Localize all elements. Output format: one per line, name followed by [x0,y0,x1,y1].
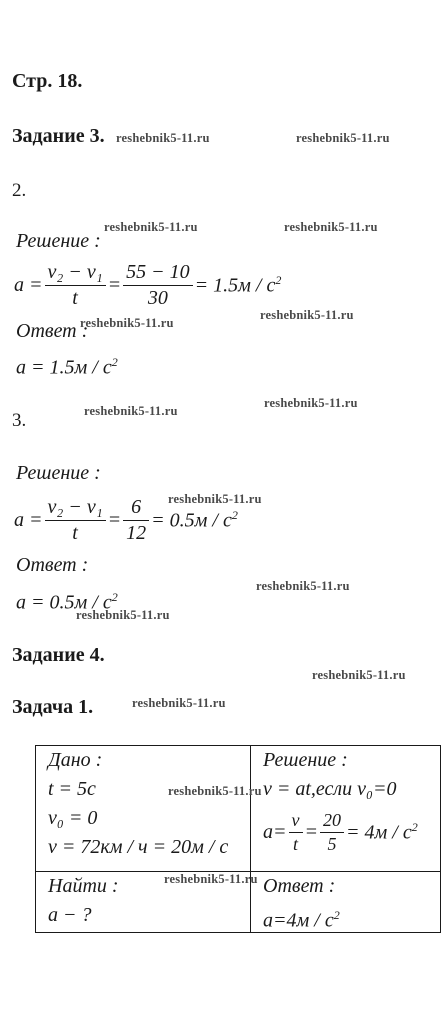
answer-text: a = 0.5м / с [16,591,112,614]
fraction-numerator: 20 [320,810,344,833]
formula-lhs: a = [14,273,43,296]
find-label: Найти : [48,875,119,897]
watermark: reshebnik5-11.ru [296,131,390,145]
fraction-denominator: 5 [327,833,337,854]
task3-item3-answer-label: Ответ : [16,554,89,576]
given-label: Дано : [48,749,103,771]
watermark: reshebnik5-11.ru [284,220,378,234]
task3-item2-number: 2. [12,180,27,201]
solution-formula [251,804,440,860]
watermark: reshebnik5-11.ru [260,308,354,322]
task3-title: Задание 3. [12,125,105,147]
fraction-denominator: t [72,521,78,544]
formula-fraction-1 [45,496,106,545]
fraction-denominator: t [72,286,78,309]
task3-item3-number: 3. [12,410,27,431]
task4-problem-title: Задача 1. [12,696,94,718]
watermark: reshebnik5-11.ru [264,396,358,410]
formula-result [195,273,282,298]
fraction-numerator: 55 − 10 [123,261,193,286]
given-velocity: v = 72км / ч = 20м / с [48,836,229,858]
watermark: reshebnik5-11.ru [84,404,178,418]
fraction-numerator: v [289,810,303,833]
given-cell [36,746,251,872]
solution-line1: v = at,если v₀=0 [263,778,397,800]
formula-lhs: а= [263,820,287,843]
fraction-denominator: 12 [126,521,147,544]
formula-result [346,820,418,845]
watermark: reshebnik5-11.ru [256,579,350,593]
task4-title: Задание 4. [12,644,105,666]
watermark: reshebnik5-11.ru [76,608,170,622]
solution-label: Решение : [263,749,348,771]
page-title: Стр. 18. [12,70,83,92]
result-power: 2 [275,272,282,287]
formula-fraction-2 [123,261,193,310]
watermark: reshebnik5-11.ru [132,696,226,710]
given-time: t = 5с [48,778,96,800]
formula-fraction-2 [320,810,344,855]
result-power: 2 [411,819,418,834]
watermark: reshebnik5-11.ru [164,872,258,886]
result-text: = 4м / с [346,821,412,844]
given-solution-table [35,745,441,933]
fraction-numerator: v₂ − v₁ [45,496,106,521]
task3-item2-answer [16,355,118,380]
solution-cell [251,746,441,872]
task3-item2-formula [14,257,281,313]
formula-equals: = [304,820,318,843]
fraction-numerator: v₂ − v₁ [45,261,106,286]
answer-text: a = 1.5м / с [16,356,112,379]
find-value: a − ? [48,904,92,926]
formula-fraction-2 [123,496,149,545]
watermark: reshebnik5-11.ru [116,131,210,145]
answer-label: Ответ : [263,875,336,897]
formula-fraction-1 [45,261,106,310]
result-text: = 0.5м / с [151,509,232,532]
fraction-denominator: 30 [147,286,168,309]
fraction-denominator: t [292,833,298,854]
watermark: reshebnik5-11.ru [312,668,406,682]
result-text: = 1.5м / с [194,274,276,297]
watermark: reshebnik5-11.ru [168,492,262,506]
formula-lhs: a = [14,508,43,531]
formula-equals: = [107,508,122,531]
watermark: reshebnik5-11.ru [80,316,174,330]
formula-result [151,508,238,533]
task3-item2-answer-label: Ответ : [16,320,89,342]
result-power: 2 [231,507,238,522]
answer-cell [251,872,441,933]
answer-power: 2 [111,355,118,369]
formula-equals: = [107,273,122,296]
given-initial-velocity: v₀ = 0 [48,807,98,829]
task3-item2-solution-label: Решение : [16,230,101,252]
fraction-numerator: 6 [123,496,149,521]
answer-text: а=4м / с [263,909,334,932]
watermark: reshebnik5-11.ru [104,220,198,234]
watermark: reshebnik5-11.ru [168,784,262,798]
formula-fraction-1 [289,810,303,855]
answer-power: 2 [111,590,118,604]
answer-value [251,901,440,930]
task3-item3-solution-label: Решение : [16,462,101,484]
answer-power: 2 [333,908,340,922]
